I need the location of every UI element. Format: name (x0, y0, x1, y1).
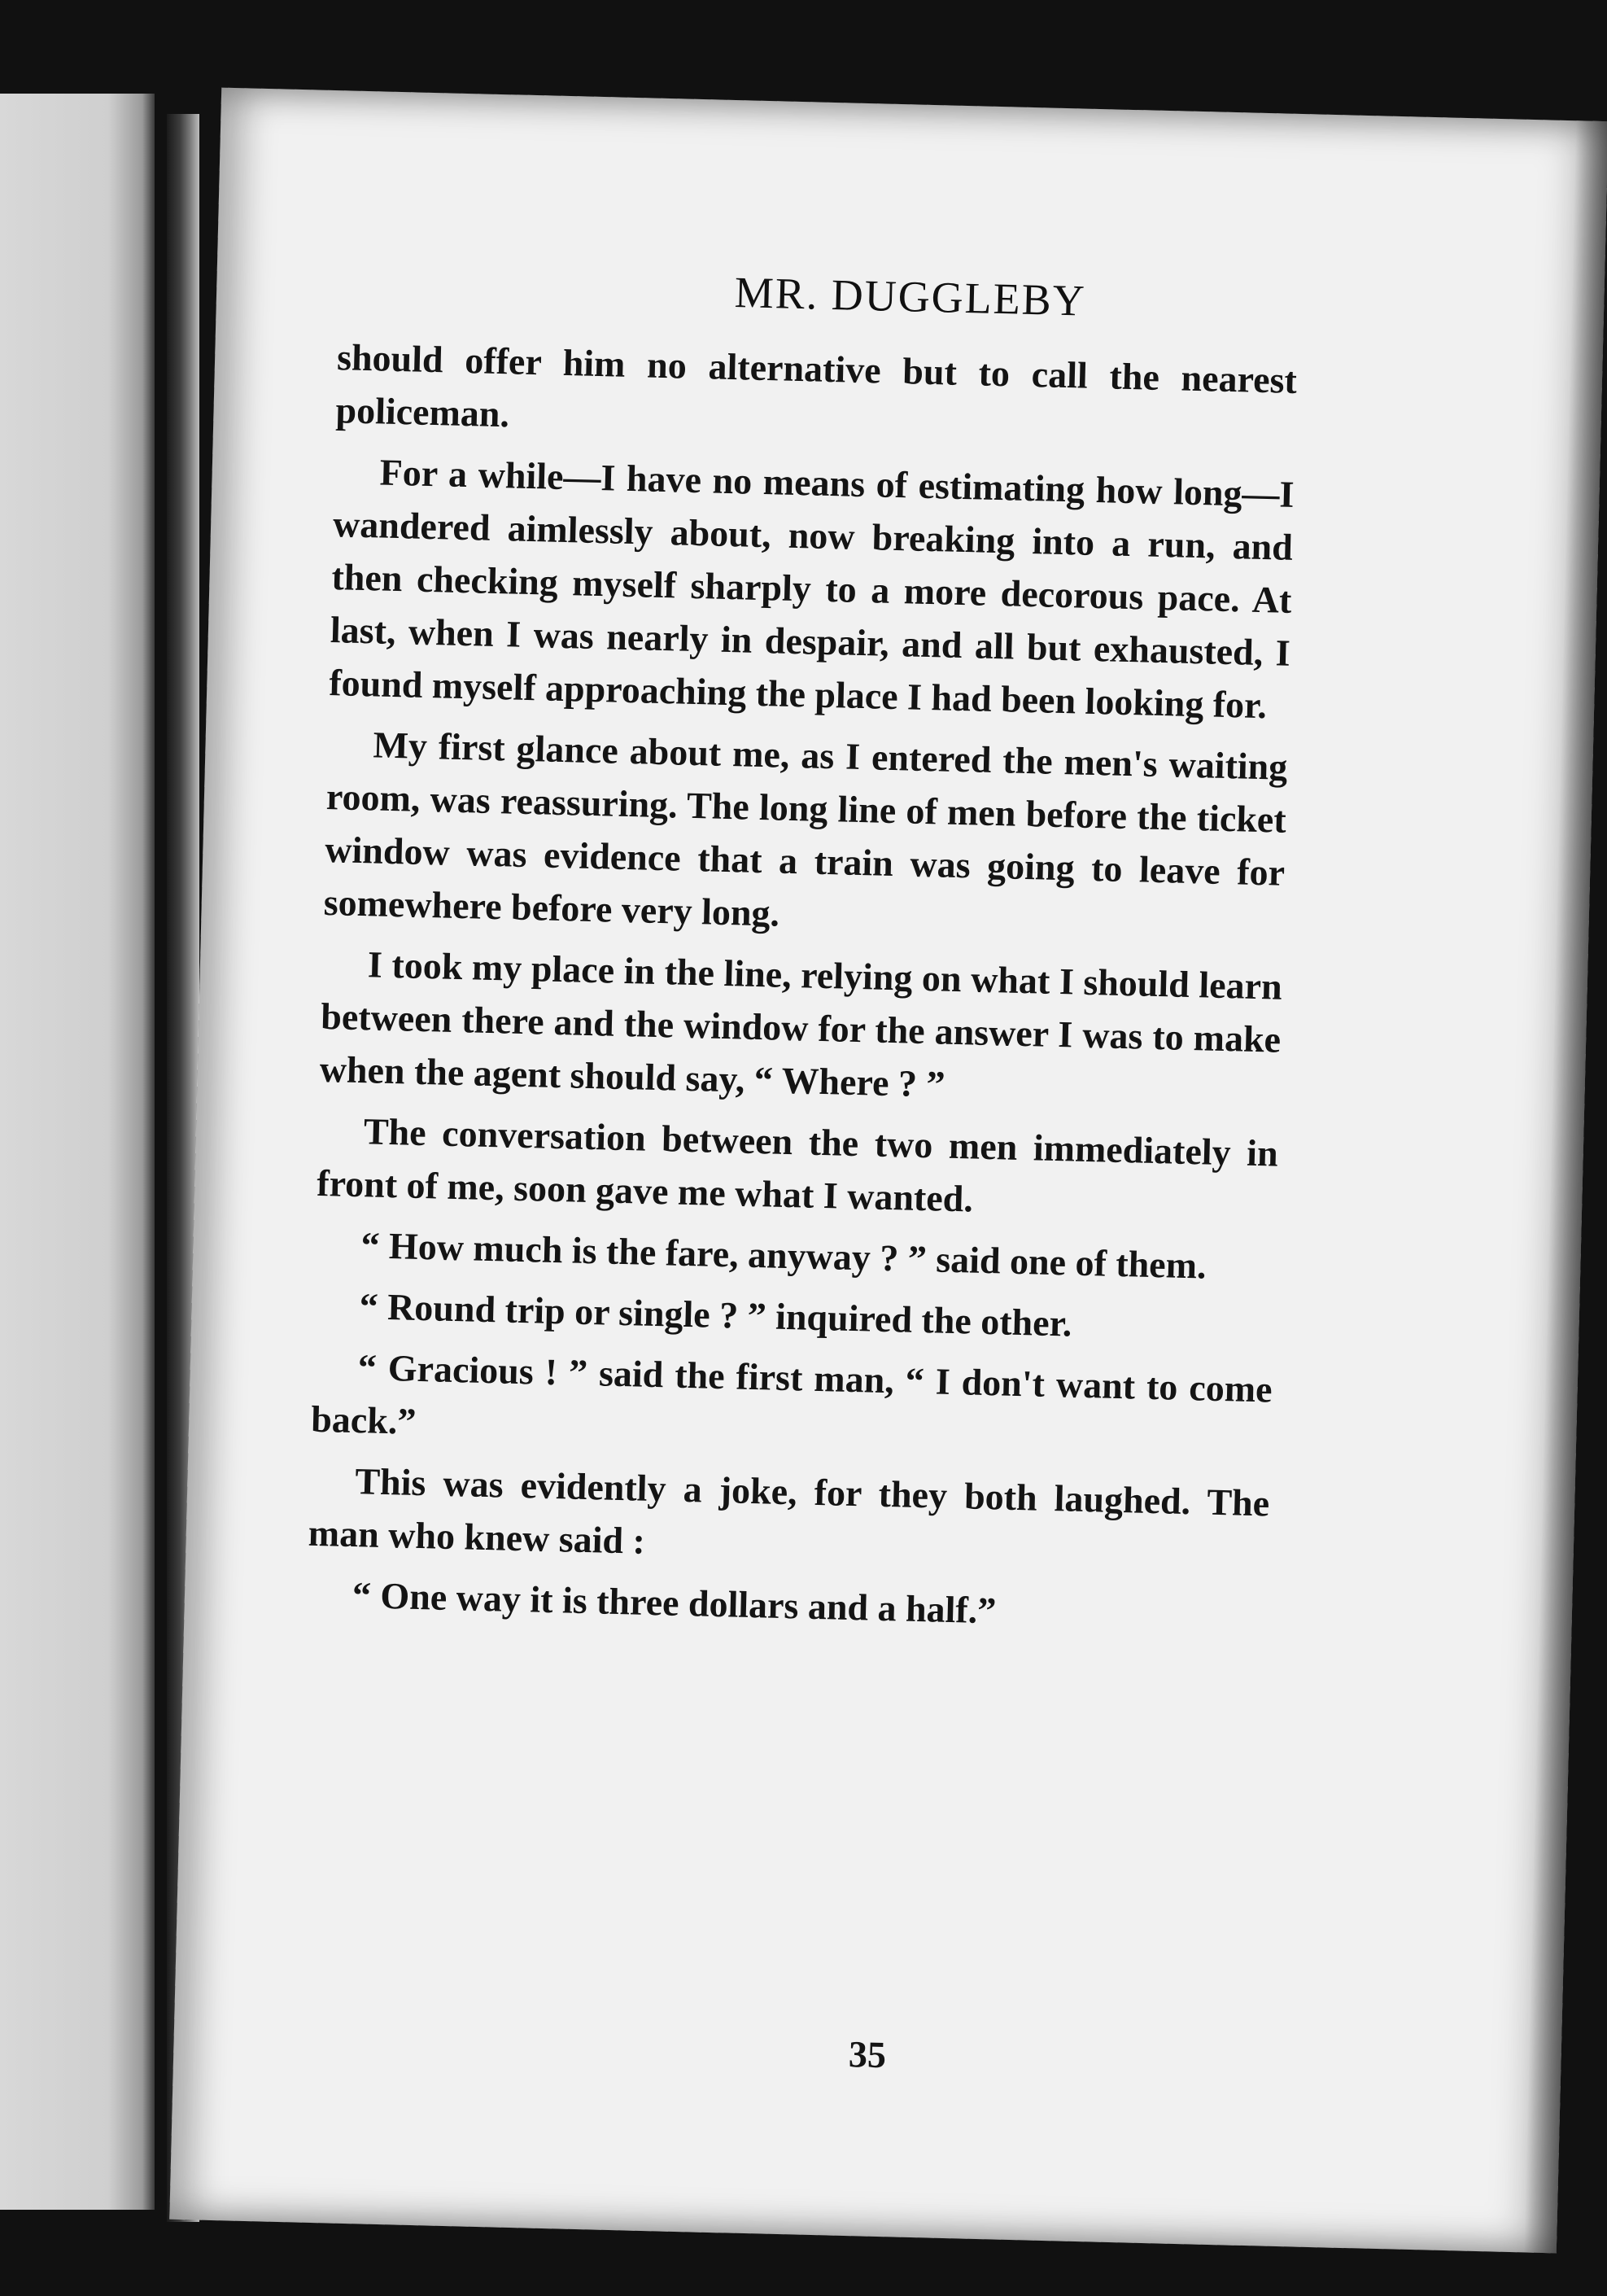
running-head: MR. DUGGLEBY (734, 268, 1087, 326)
paragraph: “ How much is the fare, anyway ? ” said one of them. (360, 1224, 1207, 1287)
paragraph: My first glance about me, as I entered the men's waiting room, was reassuring. The long line of men before the ticket window was evidence that a train was going to leave for somewhere before very long. (323, 724, 1288, 934)
paragraph: The conversation between the two men immediately in front of me, soon gave me what I wanted. (316, 1110, 1279, 1220)
page-number: 35 (848, 2033, 887, 2076)
book-page (169, 88, 1607, 2254)
paragraph: “ Round trip or single ? ” inquired the other. (359, 1285, 1072, 1345)
page-shadow (1524, 120, 1607, 2253)
paragraph: “ Gracious ! ” said the first man, “ I don't want to come back.” (310, 1346, 1273, 1442)
paragraph: “ One way it is three dollars and a half.” (352, 1574, 997, 1632)
paragraph: should offer him no alternative but to call the nearest policeman. (335, 336, 1298, 435)
facing-page-edge (0, 94, 155, 2210)
paragraph: I took my place in the line, relying on what I should learn between there and the window for the answer I was to make when the agent should say, “ Where ? ” (319, 943, 1283, 1105)
body-text (306, 330, 1298, 1651)
paragraph: This was evidently a joke, for they both laughed. The man who knew said : (308, 1460, 1270, 1562)
paragraph: For a while—I have no means of estimating how long—I wandered aimlessly about, now breaking into a run, and then checking myself sharply to a more decorous pace. At last, when I was nearly in despair, and all but exhausted, I found myself approaching the place I had been looking for. (328, 451, 1295, 727)
